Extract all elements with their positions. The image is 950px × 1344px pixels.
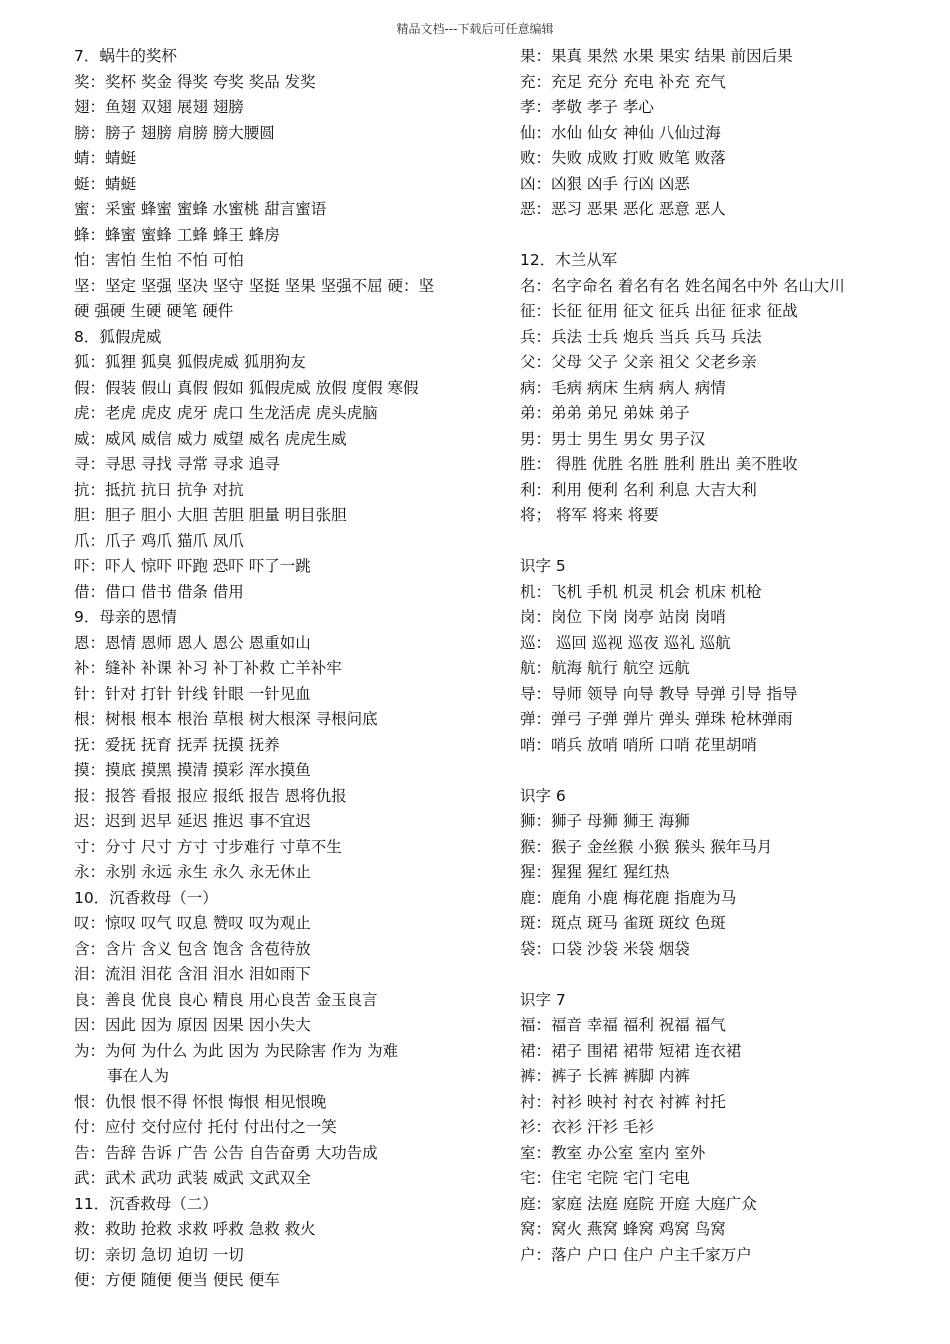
vocab-line: 11．沉香救母（二） (74, 1194, 218, 1213)
vocab-line: 福：福音 幸福 福利 祝福 福气 (520, 1016, 726, 1034)
vocab-line: 兵：兵法 士兵 炮兵 当兵 兵马 兵法 (520, 327, 762, 346)
vocab-line: 仙：水仙 仙女 神仙 八仙过海 (520, 123, 721, 142)
vocab-line: 补：缝补 补课 补习 补丁补救 亡羊补牢 (74, 659, 342, 677)
vocab-line: 威：威风 威信 威力 威望 威名 虎虎生威 (74, 429, 347, 448)
vocab-line: 吓：吓人 惊吓 吓跑 恐吓 吓了一跳 (74, 557, 311, 575)
vocab-line: 便：方便 随便 便当 便民 便车 (74, 1271, 280, 1289)
vocab-line: 爪：爪子 鸡爪 猫爪 凤爪 (74, 531, 244, 550)
vocab-line: 寻：寻思 寻找 寻常 寻求 追寻 (74, 455, 280, 473)
page-header: 精品文档---下载后可任意编辑 (396, 22, 554, 36)
vocab-line: 裙：裙子 围裙 裙带 短裙 连衣裙 (520, 1041, 742, 1060)
vocab-line: 报：报答 看报 报应 报纸 报告 恩将仇报 (74, 786, 347, 805)
vocab-line: 蜂：蜂蜜 蜜蜂 工蜂 蜂王 蜂房 (74, 225, 280, 244)
vocab-line: 蜓：蜻蜓 (74, 174, 137, 193)
vocab-line: 弹：弹弓 子弹 弹片 弹头 弹珠 枪林弹雨 (520, 710, 793, 728)
vocab-line: 怕：害怕 生怕 不怕 可怕 (74, 251, 244, 269)
vocab-line: 窝：窝火 燕窝 蜂窝 鸡窝 鸟窝 (520, 1220, 726, 1238)
vocab-line: 宅：住宅 宅院 宅门 宅电 (520, 1169, 690, 1187)
vocab-line: 救：救助 抢救 求救 呼救 急救 救火 (74, 1220, 316, 1238)
vocab-line: 胜： 得胜 优胜 名胜 胜利 胜出 美不胜收 (520, 455, 798, 473)
vocab-line: 衫：衣衫 汗衫 毛衫 (520, 1118, 654, 1136)
vocab-line: 孝：孝敬 孝子 孝心 (520, 98, 654, 116)
vocab-line: 恶：恶习 恶果 恶化 恶意 恶人 (520, 200, 726, 218)
vocab-line: 父：父母 父子 父亲 祖父 父老乡亲 (520, 353, 757, 371)
blank-line (520, 223, 920, 249)
vocab-line: 抚：爱抚 抚育 抚弄 抚摸 抚养 (74, 735, 280, 754)
vocab-line: 根：树根 根本 根治 草根 树大根深 寻根问底 (74, 710, 378, 728)
vocab-line: 袋：口袋 沙袋 米袋 烟袋 (520, 939, 690, 958)
vocab-line: 猩：猩猩 猩红 猩红热 (520, 863, 670, 881)
vocab-line: 衬：衬衫 映衬 衬衣 衬裤 衬托 (520, 1092, 726, 1111)
vocab-line: 10．沉香救母（一） (74, 888, 218, 907)
vocab-line: 航：航海 航行 航空 远航 (520, 659, 690, 677)
vocab-line: 恩：恩情 恩师 恩人 恩公 恩重如山 (74, 633, 311, 652)
vocab-line: 叹：惊叹 叹气 叹息 赞叹 叹为观止 (74, 914, 311, 932)
vocab-line: 膀：膀子 翅膀 肩膀 膀大腰圆 (74, 123, 275, 142)
vocab-line: 裤：裤子 长裤 裤脚 内裤 (520, 1067, 690, 1085)
vocab-line: 针：针对 打针 针线 针眼 一针见血 (74, 684, 311, 703)
vocab-line: 抗：抵抗 抗日 抗争 对抗 (74, 480, 244, 499)
vocab-line: 败：失败 成败 打败 败笔 败落 (520, 149, 726, 167)
vocab-line: 寸：分寸 尺寸 方寸 寸步难行 寸草不生 (74, 837, 342, 856)
vocab-line: 哨：哨兵 放哨 哨所 口哨 花里胡哨 (520, 735, 757, 754)
vocab-line: 9．母亲的恩情 (74, 608, 177, 626)
vocab-line: 事在人为 (107, 1067, 170, 1085)
vocab-line: 泪：流泪 泪花 含泪 泪水 泪如雨下 (74, 965, 311, 983)
vocab-line: 告：告辞 告诉 广告 公告 自告奋勇 大功告成 (74, 1143, 378, 1162)
vocab-line: 充：充足 充分 充电 补充 充气 (520, 72, 726, 91)
vocab-line: 弟：弟弟 弟兄 弟妹 弟子 (520, 404, 690, 422)
vocab-line: 摸：摸底 摸黑 摸清 摸彩 浑水摸鱼 (74, 761, 311, 779)
vocab-line: 征：长征 征用 征文 征兵 出征 征求 征战 (520, 302, 798, 320)
vocab-line: 识字 6 (520, 786, 566, 805)
vocab-line: 迟：迟到 迟早 延迟 推迟 事不宜迟 (74, 812, 311, 830)
vocab-line: 狮：狮子 母狮 狮王 海狮 (520, 812, 690, 830)
vocab-line: 为：为何 为什么 为此 因为 为民除害 作为 为难 (74, 1041, 399, 1060)
vocab-line: 机：飞机 手机 机灵 机会 机床 机枪 (520, 582, 762, 601)
vocab-line: 凶：凶狠 凶手 行凶 凶恶 (520, 174, 690, 193)
vocab-line: 良：善良 优良 良心 精良 用心良苦 金玉良言 (74, 990, 378, 1009)
vocab-line: 永：永别 永远 永生 永久 永无休止 (74, 863, 311, 881)
vocab-line: 将； 将军 将来 将要 (520, 506, 659, 524)
vocab-line: 付：应付 交付应付 托付 付出付之一笑 (74, 1118, 337, 1136)
left-column (74, 44, 494, 1294)
vocab-line: 识字 5 (520, 557, 566, 575)
vocab-line: 病：毛病 病床 生病 病人 病情 (520, 378, 726, 397)
vocab-line: 恨：仇恨 恨不得 怀恨 悔恨 相见恨晚 (74, 1092, 327, 1111)
vocab-line: 庭：家庭 法庭 庭院 开庭 大庭广众 (520, 1194, 757, 1213)
vocab-line: 虎：老虎 虎皮 虎牙 虎口 生龙活虎 虎头虎脑 (74, 404, 378, 422)
vocab-line: 奖：奖杯 奖金 得奖 夸奖 奖品 发奖 (74, 72, 316, 91)
vocab-line: 7．蜗牛的奖杯 (74, 47, 177, 65)
vocab-line: 8．狐假虎威 (74, 327, 162, 346)
blank-line (520, 758, 920, 784)
vocab-line: 鹿：鹿角 小鹿 梅花鹿 指鹿为马 (520, 888, 737, 907)
vocab-line: 男：男士 男生 男女 男子汉 (520, 429, 706, 448)
vocab-line: 户：落户 户口 住户 户主千家万户 (520, 1245, 752, 1264)
vocab-line: 武：武术 武功 武装 威武 文武双全 (74, 1169, 311, 1187)
vocab-line: 蜻：蜻蜓 (74, 149, 137, 167)
vocab-line: 硬 强硬 生硬 硬笔 硬件 (74, 302, 234, 320)
vocab-line: 12．木兰从军 (520, 251, 618, 269)
vocab-line: 含：含片 含义 包含 饱含 含苞待放 (74, 939, 311, 958)
vocab-line: 导：导师 领导 向导 教导 导弹 引导 指导 (520, 684, 798, 703)
vocab-line: 假：假装 假山 真假 假如 狐假虎威 放假 度假 寒假 (74, 378, 419, 397)
vocab-line: 名：名字命名 着名有名 姓名闻名中外 名山大川 (520, 276, 845, 295)
vocab-line: 切：亲切 急切 迫切 一切 (74, 1245, 244, 1264)
vocab-line: 狐：狐狸 狐臭 狐假虎威 狐朋狗友 (74, 353, 306, 371)
blank-line (520, 962, 920, 988)
vocab-line: 猴：猴子 金丝猴 小猴 猴头 猴年马月 (520, 837, 773, 856)
vocab-line: 借：借口 借书 借条 借用 (74, 582, 244, 601)
vocab-line: 翅：鱼翅 双翅 展翅 翅膀 (74, 98, 244, 116)
vocab-line: 利：利用 便利 名利 利息 大吉大利 (520, 480, 757, 499)
vocab-line: 坚：坚定 坚强 坚决 坚守 坚挺 坚果 坚强不屈 硬：坚 (74, 276, 434, 295)
vocab-line: 蜜：采蜜 蜂蜜 蜜蜂 水蜜桃 甜言蜜语 (74, 200, 327, 218)
vocab-line: 巡： 巡回 巡视 巡夜 巡礼 巡航 (520, 633, 731, 652)
vocab-line: 室：教室 办公室 室内 室外 (520, 1143, 706, 1162)
blank-line (520, 529, 920, 555)
vocab-line: 胆：胆子 胆小 大胆 苦胆 胆量 明目张胆 (74, 506, 347, 524)
vocab-line: 识字 7 (520, 990, 566, 1009)
vocab-line: 果：果真 果然 水果 果实 结果 前因后果 (520, 47, 793, 65)
vocab-line: 岗：岗位 下岗 岗亭 站岗 岗哨 (520, 608, 726, 626)
right-column (520, 44, 920, 1268)
vocab-line: 因：因此 因为 原因 因果 因小失大 (74, 1016, 311, 1034)
vocab-line: 斑：斑点 斑马 雀斑 斑纹 色斑 (520, 914, 726, 932)
